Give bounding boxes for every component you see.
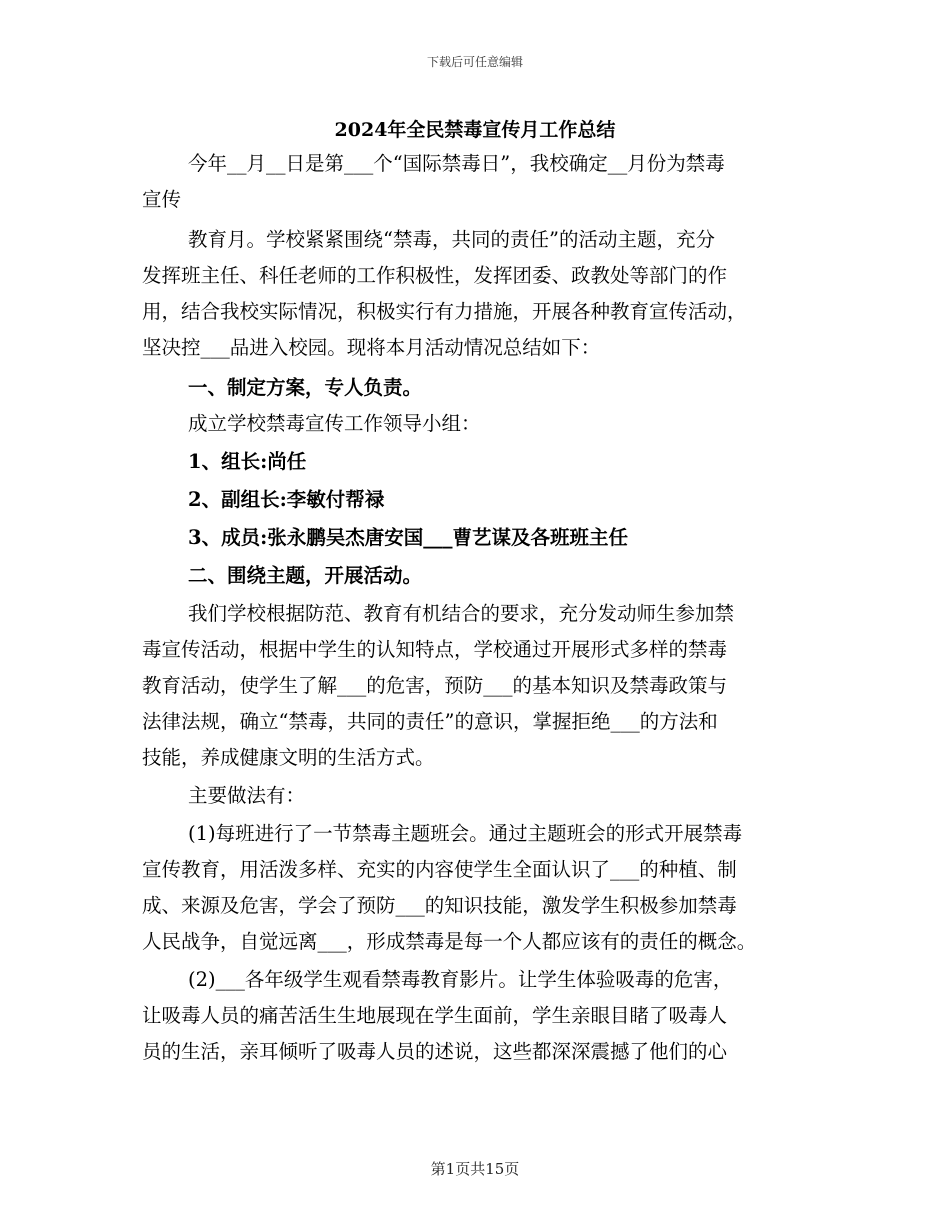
paragraph-line: 技能，养成健康文明的生活方式。: [142, 746, 435, 769]
paragraph-line: 成立学校禁毒宣传工作领导小组：: [188, 412, 481, 435]
list-item-deputy: 2、副组长:李敏付帮禄: [188, 488, 385, 511]
page-header-note: 下载后可任意编辑: [426, 55, 523, 69]
paragraph-line: 宣传教育，用活泼多样、充实的内容使学生全面认识了___的种植、制: [142, 858, 737, 881]
document-title: 2024年全民禁毒宣传月工作总结: [334, 119, 616, 141]
paragraph-line: (2)___各年级学生观看禁毒教育影片。让学生体验吸毒的危害，: [188, 968, 733, 991]
paragraph-line: 毒宣传活动，根据中学生的认知特点，学校通过开展形式多样的禁毒: [142, 638, 728, 661]
section-heading-2: 二、围绕主题，开展活动。: [188, 564, 423, 587]
paragraph-line: (1)每班进行了一节禁毒主题班会。通过主题班会的形式开展禁毒: [188, 822, 743, 845]
paragraph-line: 主要做法有：: [188, 784, 306, 807]
paragraph-line: 坚决控___品进入校园。现将本月活动情况总结如下：: [142, 336, 601, 359]
paragraph-line: 今年__月__日是第___个“国际禁毒日”，我校确定__月份为禁毒: [188, 152, 725, 175]
section-heading-1: 一、制定方案，专人负责。: [188, 376, 423, 399]
paragraph-line: 员的生活，亲耳倾听了吸毒人员的述说，这些都深深震撼了他们的心: [142, 1040, 728, 1063]
paragraph-line: 宣传: [142, 188, 182, 211]
paragraph-line: 用，结合我校实际情况，积极实行有力措施，开展各种教育宣传活动，: [142, 300, 747, 323]
paragraph-line: 成、来源及危害，学会了预防___的知识技能，激发学生积极参加禁毒: [142, 894, 737, 917]
paragraph-line: 教育活动，使学生了解___的危害，预防___的基本知识及禁毒政策与: [142, 674, 728, 697]
paragraph-line: 发挥班主任、科任老师的工作积极性，发挥团委、政教处等部门的作: [142, 264, 728, 287]
page-number: 第1页共15页: [430, 1160, 520, 1178]
paragraph-line: 让吸毒人员的痛苦活生生地展现在学生面前，学生亲眼目睹了吸毒人: [142, 1004, 728, 1027]
list-item-members: 3、成员:张永鹏吴杰唐安国___曹艺谋及各班班主任: [188, 526, 629, 549]
paragraph-line: 法律法规，确立“禁毒，共同的责任”的意识，掌握拒绝___的方法和: [142, 710, 718, 733]
list-item-leader: 1、组长:尚任: [188, 450, 307, 473]
paragraph-line: 教育月。学校紧紧围绕“禁毒，共同的责任”的活动主题，充分: [188, 228, 715, 251]
paragraph-line: 我们学校根据防范、教育有机结合的要求，充分发动师生参加禁: [188, 602, 735, 625]
paragraph-line: 人民战争，自觉远离___，形成禁毒是每一个人都应该有的责任的概念。: [142, 930, 757, 953]
